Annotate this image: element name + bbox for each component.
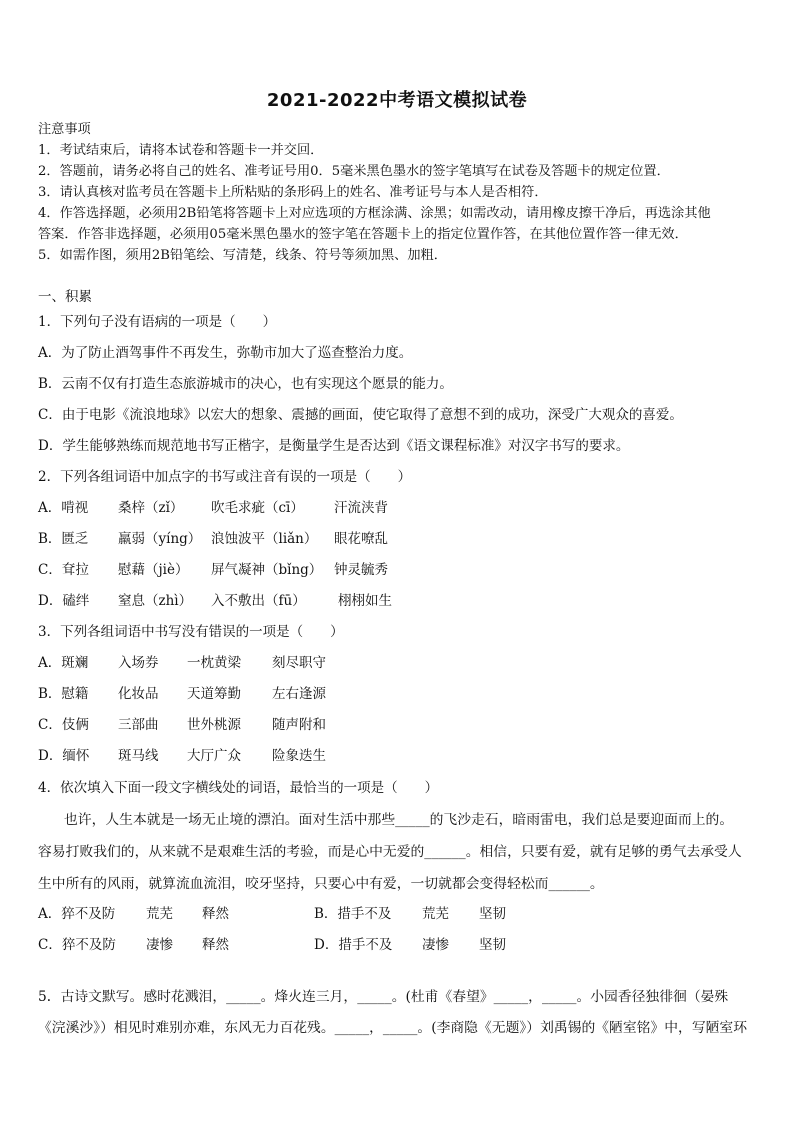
- question-3-stem: 3．下列各组词语中书写没有错误的一项是（ ）: [38, 624, 344, 640]
- question-2-word: 屏气凝神（bǐng）: [211, 562, 323, 578]
- option-word: 荒芜: [422, 906, 449, 922]
- option-word: C．猝不及防: [38, 937, 116, 953]
- question-2-word: 慰藉（jiè）: [118, 562, 189, 578]
- question-2-word: 钟灵毓秀: [334, 562, 388, 578]
- question-5-line: 《浣溪沙》）相见时难别亦难，东风无力百花残。_____，_____。(李商隐《无题》）刘禹锡的《陋室铭》中，写陋室环: [38, 1020, 748, 1036]
- notice-item: 1．考试结束后，请将本试卷和答题卡一并交回．: [38, 143, 324, 158]
- option-word: D．措手不及: [314, 937, 393, 953]
- question-1-option: A．为了防止酒驾事件不再发生，弥勒市加大了巡查整治力度。: [38, 345, 413, 361]
- question-4-stem: 4．依次填入下面一段文字横线处的词语，最恰当的一项是（ ）: [38, 780, 439, 796]
- question-3-word: 刻尽职守: [272, 655, 326, 671]
- option-word: 凄惨: [422, 937, 449, 953]
- question-3-word: B．慰籍: [38, 686, 89, 702]
- question-3-word: D．缅怀: [38, 748, 90, 764]
- question-2-word: 栩栩如生: [338, 593, 392, 609]
- exam-title: 2021-2022中考语文模拟试卷: [266, 90, 528, 111]
- option-word: 坚韧: [479, 937, 506, 953]
- question-3-word: 一枕黄梁: [187, 655, 241, 671]
- question-3-word: 入场券: [118, 655, 159, 671]
- question-2-word: D．磕绊: [38, 593, 90, 609]
- question-2-word: 桑梓（zǐ）: [118, 500, 184, 516]
- question-3-word: 化妆品: [118, 686, 159, 702]
- notice-item: 答案．作答非选择题，必须用05毫米黑色墨水的签字笔在答题卡上的指定位置作答，在其他位置作答一律无效．: [38, 227, 688, 242]
- notice-item: 4．作答选择题，必须用2B铅笔将答题卡上对应选项的方框涂满、涂黑；如需改动，请用橡皮擦干净后，再选涂其他: [38, 206, 711, 221]
- question-3-word: A．斑斓: [38, 655, 89, 671]
- question-2-stem: 2．下列各组词语中加点字的书写或注音有误的一项是（ ）: [38, 469, 412, 485]
- question-4-passage: 生中所有的风雨，就算流血流泪，咬牙坚持，只要心中有爱，一切就都会变得轻松而______。: [38, 876, 604, 892]
- question-1-option: B．云南不仅有打造生态旅游城市的决心，也有实现这个愿景的能力。: [38, 376, 453, 392]
- question-3-word: 世外桃源: [187, 717, 241, 733]
- question-1-option: C．由于电影《流浪地球》以宏大的想象、震撼的画面，使它取得了意想不到的成功，深受广大观众的喜爱。: [38, 407, 683, 423]
- question-3-word: 天道筹勤: [187, 686, 241, 702]
- question-2-word: 浪蚀波平（liǎn）: [211, 531, 318, 547]
- section-heading: 一、积累: [38, 289, 92, 305]
- option-word: 释然: [202, 937, 229, 953]
- question-3-word: 随声附和: [272, 717, 326, 733]
- question-2-word: B．匮乏: [38, 531, 89, 547]
- question-3-word: 险象迭生: [272, 748, 326, 764]
- question-3-word: 左右逢源: [272, 686, 326, 702]
- question-3-word: 斑马线: [118, 748, 159, 764]
- question-3-word: C．伎俩: [38, 717, 89, 733]
- option-word: B．措手不及: [314, 906, 392, 922]
- question-2-word: C．耷拉: [38, 562, 89, 578]
- question-3-word: 三部曲: [118, 717, 159, 733]
- question-4-passage: 也许，人生本就是一场无止境的漂泊。面对生活中那些_____的飞沙走石，暗雨雷电，我们总是要迎面而上的。: [64, 812, 734, 828]
- notice-heading: 注意事项: [38, 122, 91, 137]
- option-word: 凄惨: [146, 937, 173, 953]
- question-2-word: 羸弱（yíng）: [118, 531, 202, 547]
- option-word: 坚韧: [479, 906, 506, 922]
- notice-item: 2．答题前，请务必将自己的姓名、准考证号用0．5毫米黑色墨水的签字笔填写在试卷及答题卡的规定位置．: [38, 164, 670, 179]
- question-2-word: 眼花嘹乱: [334, 531, 388, 547]
- question-2-word: 汗流浃背: [334, 500, 388, 516]
- option-word: 释然: [202, 906, 229, 922]
- question-1-option: D．学生能够熟练而规范地书写正楷字，是衡量学生是否达到《语文课程标准》对汉字书写的要求。: [38, 438, 630, 454]
- option-word: 荒芜: [146, 906, 173, 922]
- question-4-passage: 容易打败我们的，从来就不是艰难生活的考验，而是心中无爱的______。相信，只要有爱，就有足够的勇气去承受人: [38, 844, 742, 860]
- question-3-word: 大厅广众: [187, 748, 241, 764]
- notice-item: 5．如需作图，须用2B铅笔绘、写清楚，线条、符号等须加黑、加粗．: [38, 248, 447, 263]
- question-2-word: 窒息（zhì）: [118, 593, 193, 609]
- question-5-line: 5．古诗文默写。感时花溅泪，_____。烽火连三月，_____。(杜甫《春望》_____，_____。小园香径独徘徊（晏殊: [38, 989, 729, 1005]
- option-word: A．猝不及防: [38, 906, 116, 922]
- notice-item: 3．请认真核对监考员在答题卡上所粘贴的条形码上的姓名、准考证号与本人是否相符．: [38, 185, 548, 200]
- question-1-stem: 1．下列句子没有语病的一项是（ ）: [38, 314, 277, 330]
- question-2-word: A．啃视: [38, 500, 89, 516]
- question-2-word: 吹毛求疵（cī）: [211, 500, 304, 516]
- question-2-word: 入不敷出（fū）: [211, 593, 306, 609]
